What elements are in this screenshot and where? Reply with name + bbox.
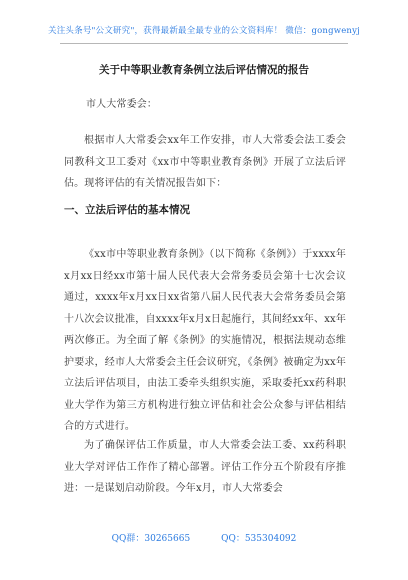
- footer-qq-group: QQ群：30265665: [111, 534, 191, 544]
- salutation: 市人大常委会：: [86, 99, 158, 110]
- paragraph-intro: 根据市人大常委会xx年工作安排，市人大常委会法工委会同教科文卫工委对《xx市中等职业教育条例》开展了立法后评估。现将评估的有关情况报告如下：: [64, 135, 346, 189]
- paragraph-work-arrangement: 为了确保评估工作质量，市人大常委会法工委、xx药科职业大学对评估工作作了精心部署。评估工作分五个阶段有序推进：一是谋划启动阶段。今年x月，市人大常委会: [64, 440, 346, 494]
- header-divider: [60, 43, 348, 44]
- header-banner: 关注头条号"公文研究"，获得最新最全最专业的公文资料库！ 微信：gongwenyj: [48, 26, 360, 36]
- footer-contact: [0, 531, 408, 544]
- paragraph-basic-info: 《xx市中等职业教育条例》（以下简称《条例》）于xxxx年x月xx日经xx市第十届人民代表大会常务委员会第十七次会议通过，xxxx年x月xx日xx省第八届人民代表大会常务委员会第十八次会议批准，自xxxx年x月x日起施行，其间经xx年、xx年两次修正。为全面了解《条例》的实施情况，根据法规动态维护要求，经市人大常委会主任会议研究，《条例》被确定为xx年立法后评估项目，由法工委牵头组织实施，采取委托xx药科职业大学作为第三方机构进行独立评估和社会公众参与评估相结合的方式进行。: [64, 249, 346, 432]
- footer-qq: QQ：535304092: [221, 534, 297, 544]
- section-heading-1: 一、立法后评估的基本情况: [64, 204, 190, 216]
- document-title: 关于中等职业教育条例立法后评估情况的报告: [99, 64, 309, 76]
